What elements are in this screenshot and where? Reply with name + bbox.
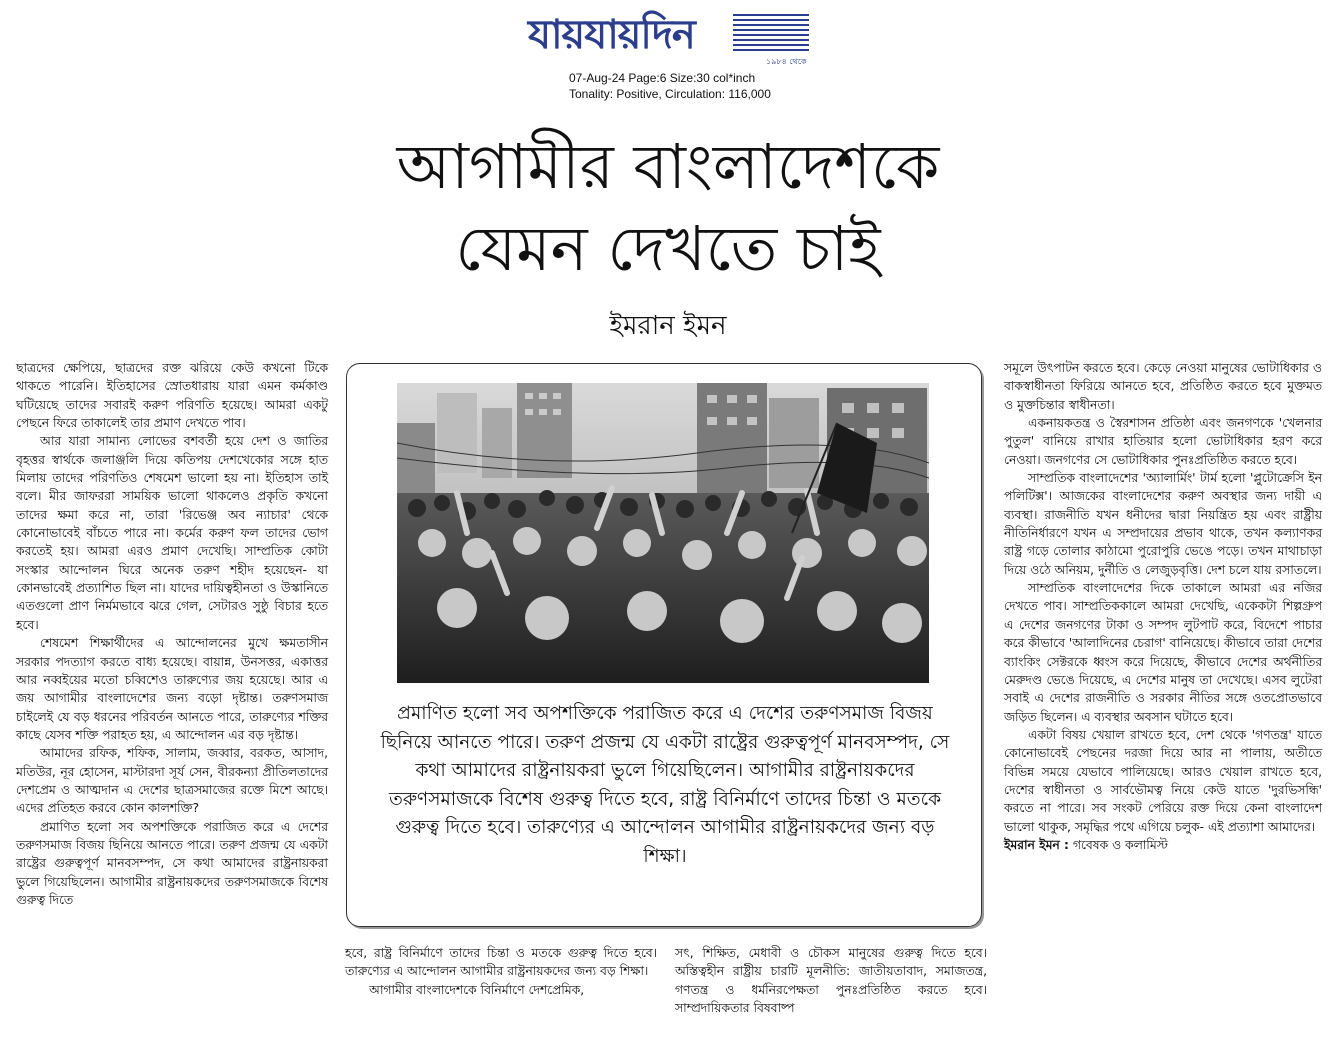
logo-stripes	[733, 14, 809, 58]
paragraph: আর যারা সামান্য লোভের বশবর্তী হয়ে দেশ ও জাতির বৃহত্তর স্বার্থকে জলাঞ্জলি দিয়ে কতিপয় দেশখেকোর সঙ্গে হাত মিলায় তাদের পরিণতিও শেষমেশ ভালো হয় না। ইতিহাস তাই বলে। মীর জাফররা সাময়িক ভালো থাকলেও প্রকৃতি কখনো তাদের ক্ষমা করে না, তারা 'রিভেঞ্জ অব ন্যাচার' থেকে কোনোভাবেই বাঁচতে পারে না। কর্মের করুণ ফল তাদের ভোগ করতেই হয়। আমরা এরও প্রমাণ দেখেছি। সাম্প্রতিক কোটা সংস্কার আন্দোলন ঘিরে অনেক তরুণ শহীদ হয়েছেন- যা কোনভাবেই প্রত্যাশিত ছিল না। যাদের দায়িত্বহীনতা ও উস্কানিতে এতগুলো প্রাণ নির্মমভাবে ঝরে গেল, সেটারও সুষ্ঠু বিচার হতে হবে।	[16, 434, 328, 632]
paragraph: সৎ, শিক্ষিত, মেধাবী ও চৌকস মানুষের গুরুত্ব দিতে হবে। অস্তিত্বহীন রাষ্ট্রীয় চারটি মূলনীতি: জাতীয়তাবাদ, সমাজতন্ত্র, গণতন্ত্র ও ধর্মনিরপেক্ষতা পুনঃপ্রতিষ্ঠিত করতে হবে। সাম্প্রদায়িকতার বিষবাষ্প	[675, 946, 987, 1016]
paragraph: একনায়কতন্ত্র ও স্বৈরশাসন প্রতিষ্ঠা এবং জনগণকে 'খেলনার পুতুল' বানিয়ে রাখার হাতিয়ার হলো ভোটাধিকার হরণ করে নেওয়া। জনগণের সে ভোটাধিকার পুনঃপ্রতিষ্ঠিত করতে হবে।	[1004, 416, 1322, 467]
paragraph: একটা বিষয় খেয়াল রাখতে হবে, দেশ থেকে 'গণতন্ত্র' যাতে কোনোভাবেই পেছনের দরজা দিয়ে আর না পালায়, অতীতে বিভিন্ন সময়ে যেভাবে পালিয়েছে। আরও খেয়াল রাখতে হবে, দেশের স্বাধীনতা ও সার্বভৌমত্ব নিয়ে কেউ যাতে 'দুরভিসন্ধি' করতে না পারে। সব সংকট পেরিয়ে রক্ত দিয়ে কেনা বাংলাদেশ ভালো থাকুক, সমৃদ্ধির পথে এগিয়ে চলুক- এই প্রত্যাশা আমাদের।	[1004, 727, 1322, 834]
headline-line-1: আগামীর বাংলাদেশকে	[396, 130, 940, 203]
masthead	[528, 6, 808, 66]
paragraph: শেষমেশ শিক্ষার্থীদের এ আন্দোলনের মুখে ক্ষমতাসীন সরকার পদত্যাগ করতে বাধ্য হয়েছে। বায়ান্ন, উনসত্তর, একাত্তর আর নব্বইয়ের মতো চব্বিশেও তারুণ্যের জয় হয়েছে। আর এ জয় আগামীর বাংলাদেশের জন্য বড়ো দৃষ্টান্ত। তরুণসমাজ চাইলেই যে বড় ধরনের পরিবর্তন আনতে পারে, তারুণ্যের শক্তির কাছে যেসব শক্তি পরাহত হয়, এ আন্দোলন এর বড় দৃষ্টান্ত।	[16, 636, 328, 742]
paragraph: আগামীর বাংলাদেশকে বিনির্মাণে দেশপ্রেমিক,	[369, 982, 585, 997]
paragraph: আমাদের রফিক, শফিক, সালাম, জব্বার, বরকত, আসাদ, মতিউর, নূর হোসেন, মাস্টারদা সূর্য সেন, বীরকন্যা প্রীতিলতাদের দেশপ্রেম ও আত্মদান এ দেশের ছাত্রসমাজের রক্তে মিশে আছে। এদের প্রতিহত করবে কোন কালশক্তি?	[16, 746, 328, 816]
headline-line-2: যেমন দেখতে চাই	[455, 212, 881, 285]
newspaper-logo: যায়যায়দিন	[528, 12, 695, 58]
paragraph: ছাত্রদের ক্ষেপিয়ে, ছাত্রদের রক্ত ঝরিয়ে কেউ কখনো টিকে থাকতে পারেনি। ইতিহাসের স্রোতধারায় যারা এমন কর্মকাণ্ড ঘটিয়েছে তাদের সবারই করুণ পরিণতি হয়েছে। আমরা একটু পেছনে ফিরে তাকালেই তার প্রমাণ দেখতে পাব।	[16, 361, 328, 431]
paragraph: সাম্প্রতিক বাংলাদেশের 'অ্যালার্মিং' টার্ম হলো 'প্লুটোক্রেসি ইন পলিটিক্স'। আজকের বাংলাদেশের করুণ অবস্থার জন্য দায়ী এ ব্যবস্থা। রাজনীতি যখন ধনীদের দ্বারা নিয়ন্ত্রিত হয় এবং রাষ্ট্রীয় নীতিনির্ধারণে যখন এ সম্প্রদায়ের প্রভাব থাকে, তখন কল্যাণকর রাষ্ট্র গড়ে তোলার কাঠামো পুরোপুরি ভেঙে পড়ে। তখন মাথাচাড়া দিয়ে ওঠে অনিয়ম, দুর্নীতি ও লেজুড়বৃত্তি। দেশ চলে যায় রসাতলে।	[1004, 471, 1322, 577]
pull-quote-text: প্রমাণিত হলো সব অপশক্তিকে পরাজিত করে এ দেশের তরুণসমাজ বিজয় ছিনিয়ে আনতে পারে। তরুণ প্রজন্ম যে একটা রাষ্ট্রের গুরুত্বপূর্ণ মানবসম্পদ, সে কথা আমাদের রাষ্ট্রনায়করা ভুলে গিয়েছিলেন। আগামীর রাষ্ট্রনায়কদের তরুণসমাজকে বিশেষ গুরুত্ব দিতে হবে, রাষ্ট্র বিনির্মাণে তাদের চিন্তা ও মতকে গুরুত্ব দিতে হবে। তারুণ্যের এ আন্দোলন আগামীর রাষ্ট্রনায়কদের জন্য বড় শিক্ষা।	[380, 703, 950, 867]
author-name: ইমরান ইমন :	[1004, 837, 1069, 852]
article-column-right	[1004, 359, 1322, 854]
clipping-meta	[569, 70, 829, 102]
author-note	[1004, 836, 1322, 854]
logo-since-text: ১৯৮৪ থেকে	[766, 57, 807, 66]
article-byline: ইমরান ইমন	[609, 311, 727, 341]
protest-crowd-photo	[397, 383, 929, 683]
paragraph: হবে, রাষ্ট্র বিনির্মাণে তাদের চিন্তা ও মতকে গুরুত্ব দিতে হবে। তারুণ্যের এ আন্দোলন আগামীর রাষ্ট্রনায়কদের জন্য বড় শিক্ষা।	[345, 946, 657, 979]
paragraph: সমূলে উৎপাটন করতে হবে। কেড়ে নেওয়া মানুষের ভোটাধিকার ও বাকস্বাধীনতা ফিরিয়ে আনতে হবে, প্রতিষ্ঠিত করতে হবে মুক্তমত ও মুক্তচিন্তার স্বাধীনতা।	[1004, 361, 1322, 412]
author-title: গবেষক ও কলামিস্ট	[1072, 837, 1168, 852]
paragraph: প্রমাণিত হলো সব অপশক্তিকে পরাজিত করে এ দেশের তরুণসমাজ বিজয় ছিনিয়ে আনতে পারে। তরুণ প্রজন্ম যে একটা রাষ্ট্রের গুরুত্বপূর্ণ মানবসম্পদ, সে কথা আমাদের রাষ্ট্রনায়করা ভুলে গিয়েছিলেন। আগামীর রাষ্ট্রনায়কদের তরুণসমাজকে বিশেষ গুরুত্ব দিতে	[16, 819, 328, 907]
clipping-meta-line1: 07-Aug-24 Page:6 Size:30 col*inch	[569, 71, 756, 85]
article-column-left	[16, 359, 328, 909]
article-column-mid-1	[345, 944, 657, 999]
clipping-meta-line2: Tonality: Positive, Circulation: 116,000	[569, 87, 771, 101]
article-column-mid-2	[675, 944, 987, 1017]
paragraph: সাম্প্রতিক বাংলাদেশের দিকে তাকালে আমরা এর নজির দেখতে পাব। সাম্প্রতিককালে আমরা দেখেছি, একেকটা শিল্পগ্রুপ এ দেশের জনগণের টাকা ও সম্পদ লুটপাট করে, বিদেশে পাচার করে কীভাবে 'আলাদিনের চেরাগ' বানিয়েছে। কীভাবে তারা দেশের ব্যাংকিং সেক্টরকে ধ্বংস করে দিয়েছে, কীভাবে দেশের অর্থনীতির মেরুদণ্ড ভেঙে দিয়েছে, এ দেশের মানুষ তা দেখেছে। এসব লুটেরা সবাই এ দেশের রাজনীতি ও সরকার নীতির সঙ্গে ওতপ্রোতভাবে জড়িত ছিলেন। এ ব্যবস্থার অবসান ঘটাতে হবে।	[1004, 581, 1322, 724]
article-headline	[200, 126, 1136, 290]
